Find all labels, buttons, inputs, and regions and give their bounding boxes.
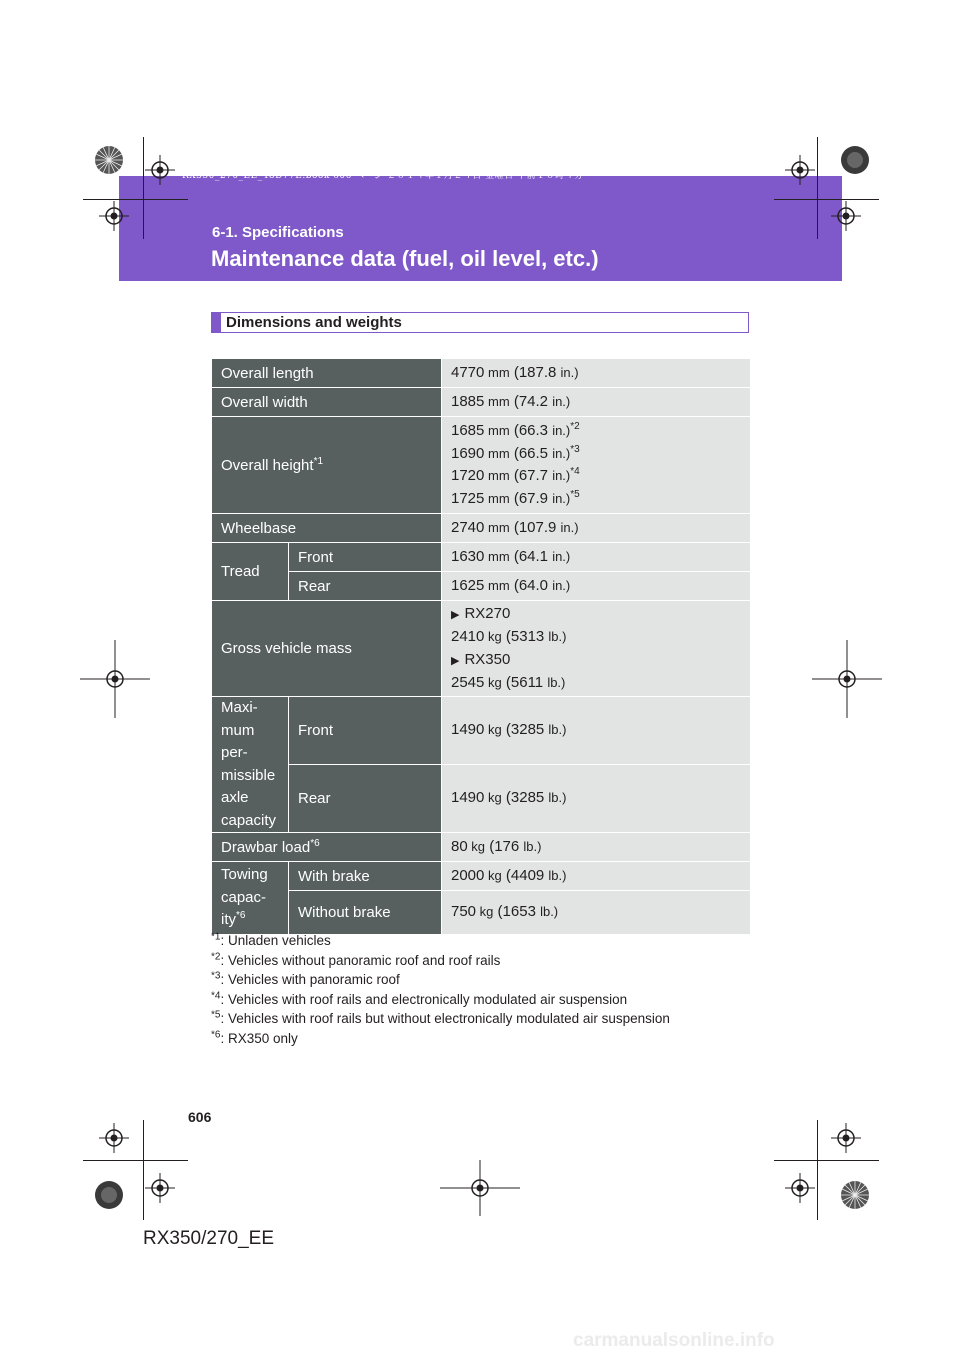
page-number: 606	[188, 1109, 212, 1125]
page-title: Maintenance data (fuel, oil level, etc.)	[211, 246, 599, 271]
max-axle-rear-value: 1490 kg (3285 lb.)	[442, 765, 751, 833]
footnote: $^{*2}$: Vehicles without panoramic roof and roof rails	[211, 951, 501, 968]
mass-line: 2410 kg (5313 lb.)	[451, 628, 567, 645]
without-brake-label: Without brake	[289, 891, 442, 935]
towing-capacity-label: Towing capac- ity$^{*6}$	[212, 862, 289, 935]
wheelbase-label: Wheelbase	[212, 514, 442, 543]
max-axle-front-label: Front	[289, 697, 442, 765]
crosshair-icon	[99, 201, 129, 231]
overall-width-label: Overall width	[212, 388, 442, 417]
tread-label: Tread	[212, 543, 289, 601]
height-line: 1720 mm (67.7 in.)$^{*4}$	[451, 466, 580, 484]
tread-rear-value: 1625 mm (64.0 in.)	[442, 572, 751, 601]
crop-line	[143, 1120, 144, 1220]
max-axle-rear-label: Rear	[289, 765, 442, 833]
footnote: $^{*4}$: Vehicles with roof rails and electronically modulated air suspension	[211, 990, 628, 1007]
table-row	[212, 765, 751, 833]
footnote: $^{*6}$: RX350 only	[211, 1029, 298, 1046]
tread-rear-label: Rear	[289, 572, 442, 601]
footnote: $^{*3}$: Vehicles with panoramic roof	[211, 970, 400, 987]
tread-front-value: 1630 mm (64.1 in.)	[442, 543, 751, 572]
section-label: 6-1. Specifications	[212, 224, 344, 241]
height-line: 1690 mm (66.5 in.)$^{*3}$	[451, 443, 580, 462]
subheading: Dimensions and weights	[226, 314, 402, 331]
overall-width-value: 1885 mm (74.2 in.)	[442, 388, 751, 417]
crosshair-icon	[831, 201, 861, 231]
table-row	[212, 388, 751, 417]
crop-line	[774, 1160, 879, 1161]
crop-line	[817, 137, 818, 239]
table-row	[212, 601, 751, 697]
crosshair-icon	[440, 1160, 520, 1216]
footnote: $^{*5}$: Vehicles with roof rails but without electronically modulated air suspension	[211, 1009, 670, 1026]
starburst-icon	[94, 145, 124, 175]
website-watermark: carmanualsonline.info	[573, 1330, 775, 1351]
starburst-icon	[840, 145, 870, 175]
crop-line	[817, 1120, 818, 1220]
crosshair-icon	[785, 1173, 815, 1203]
table-row	[212, 862, 751, 891]
crop-line	[83, 1160, 188, 1161]
table-row	[212, 359, 751, 388]
height-line: 1725 mm (67.9 in.)$^{*5}$	[451, 488, 580, 507]
print-info: RX350_270_EE_48D77E.book 606 ページ ２０１４年１月２４日 金曜日 午前１０時４分	[182, 171, 584, 181]
table-row	[212, 417, 751, 514]
footnotes	[211, 931, 670, 1048]
height-line: 1685 mm (66.3 in.)$^{*2}$	[451, 421, 580, 439]
subheading-bar	[212, 313, 221, 332]
drawbar-load-value: 80 kg (176 lb.)	[442, 833, 751, 862]
gross-vehicle-mass-value	[442, 601, 751, 697]
gross-vehicle-mass-label: Gross vehicle mass	[212, 601, 442, 697]
table-row	[212, 543, 751, 572]
variant-line: ▶ RX350	[451, 650, 511, 668]
max-axle-front-value: 1490 kg (3285 lb.)	[442, 697, 751, 765]
variant-line: ▶ RX270	[451, 604, 511, 622]
crosshair-icon	[145, 155, 175, 185]
crosshair-icon	[812, 640, 882, 718]
starburst-icon	[840, 1180, 870, 1210]
overall-length-value: 4770 mm (187.8 in.)	[442, 359, 751, 388]
crosshair-icon	[785, 155, 815, 185]
footnote: $^{*1}$: Unladen vehicles	[211, 931, 331, 948]
overall-height-label: Overall height$^{*1}$	[212, 417, 442, 514]
without-brake-value: 750 kg (1653 lb.)	[442, 891, 751, 935]
specs-table	[211, 358, 751, 935]
mass-line: 2545 kg (5611 lb.)	[451, 674, 566, 691]
drawbar-load-label: Drawbar load$^{*6}$	[212, 833, 442, 862]
max-axle-label: Maxi- mum per- missible axle capacity	[212, 697, 289, 833]
tread-front-label: Front	[289, 543, 442, 572]
model-code: RX350/270_EE	[143, 1228, 274, 1249]
crosshair-icon	[99, 1123, 129, 1153]
right-triangle-icon: ▶	[451, 654, 460, 667]
with-brake-label: With brake	[289, 862, 442, 891]
crosshair-icon	[145, 1173, 175, 1203]
starburst-icon	[94, 1180, 124, 1210]
overall-length-label: Overall length	[212, 359, 442, 388]
crop-line	[143, 137, 144, 239]
crop-line	[774, 199, 879, 200]
table-row	[212, 833, 751, 862]
table-row	[212, 697, 751, 765]
crop-line	[83, 199, 188, 200]
overall-height-value	[442, 417, 751, 514]
right-triangle-icon: ▶	[451, 608, 460, 621]
crosshair-icon	[80, 640, 150, 718]
table-row	[212, 891, 751, 935]
table-row	[212, 572, 751, 601]
subheading-box	[211, 312, 749, 333]
crosshair-icon	[831, 1123, 861, 1153]
table-row	[212, 514, 751, 543]
with-brake-value: 2000 kg (4409 lb.)	[442, 862, 751, 891]
wheelbase-value: 2740 mm (107.9 in.)	[442, 514, 751, 543]
